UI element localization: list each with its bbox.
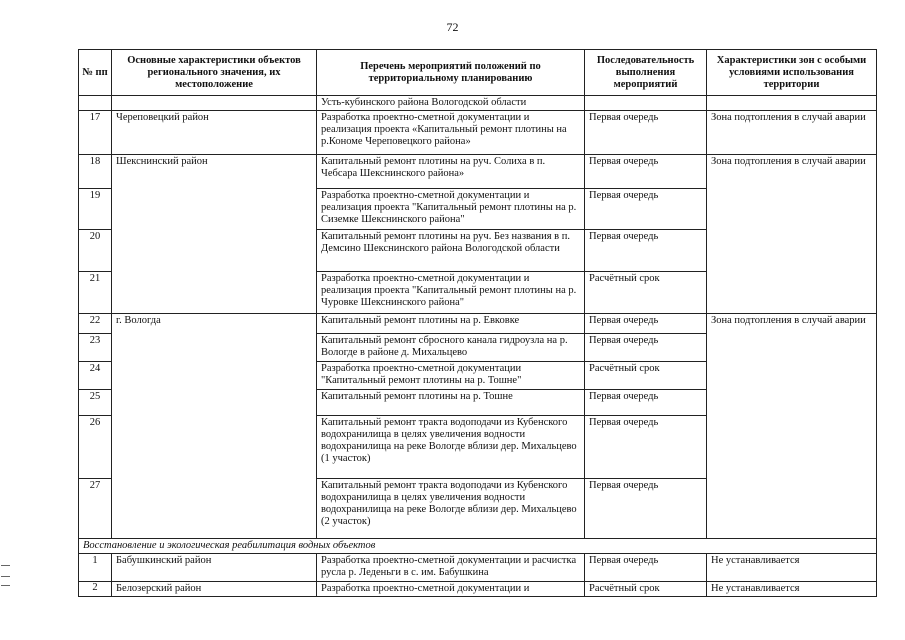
header-sequence: Последовательность выполнения мероприятий [585,50,707,96]
measure-cell: Разработка проектно-сметной документации и реализация проекта "Капитальный ремонт плотины на р. Сиземке Шекснинского района" [317,189,585,230]
sequence-cell: Расчётный срок [585,362,707,390]
table-header-row [79,50,877,96]
territorial-planning-table [78,49,877,597]
header-objects: Основные характеристики объектов регионального значения, их местоположение [112,50,317,96]
sequence-cell: Первая очередь [585,479,707,539]
header-num: № пп [79,50,112,96]
measure-cell: Разработка проектно-сметной документации и расчистка русла р. Леденьги в с. им. Бабушкина [317,554,585,582]
measure-cell: Капитальный ремонт тракта водоподачи из Кубенского водохранилища в целях увеличения водности водохранилища на реке Вологде вблизи дер. Михальцево (2 участок) [317,479,585,539]
table-row [79,554,877,582]
object-cell: Белозерский район [112,582,317,597]
page-number: 72 [446,20,459,34]
measure-cell: Капитальный ремонт плотины на р. Евковке [317,314,585,334]
zone-cell: Не устанавливается [707,582,877,597]
measure-cell: Капитальный ремонт плотины на руч. Солиха в п. Чебсара Шекснинского района» [317,155,585,189]
measure-cell: Капитальный ремонт тракта водоподачи из Кубенского водохранилища в целях увеличения водности водохранилища на реке Вологде вблизи дер. Михальцево (1 участок) [317,416,585,479]
row-num: 22 [79,314,112,334]
object-cell: Бабушкинский район [112,554,317,582]
sequence-cell: Первая очередь [585,390,707,416]
continuation-text: Усть-кубинского района Вологодской области [317,96,585,111]
sequence-cell: Первая очередь [585,189,707,230]
measure-cell: Капитальный ремонт сбросного канала гидроузла на р. Вологде в районе д. Михальцево [317,334,585,362]
table-row [79,111,877,155]
row-num: 1 [79,554,112,582]
sequence-cell: Первая очередь [585,416,707,479]
sequence-cell: Расчётный срок [585,272,707,314]
sequence-cell: Первая очередь [585,155,707,189]
row-num: 25 [79,390,112,416]
sequence-cell: Первая очередь [585,334,707,362]
row-num: 2 [79,582,112,597]
sequence-cell: Первая очередь [585,111,707,155]
object-cell: Череповецкий район [112,111,317,155]
scan-edge-mark [1,565,10,566]
table-row [79,582,877,597]
row-num: 18 [79,155,112,189]
row-num: 24 [79,362,112,390]
section-row [79,539,877,554]
sequence-cell: Первая очередь [585,314,707,334]
zone-cell: Зона подтопления в случай аварии [707,155,877,314]
object-cell: Шекснинский район [112,155,317,314]
object-cell: г. Вологда [112,314,317,539]
measure-cell: Разработка проектно-сметной документации "Капитальный ремонт плотины на р. Тошне" [317,362,585,390]
scan-edge-mark [1,576,10,577]
measure-cell: Разработка проектно-сметной документации и реализация проекта "Капитальный ремонт плотины на р. Чуровке Шекснинского района" [317,272,585,314]
measure-cell: Капитальный ремонт плотины на р. Тошне [317,390,585,416]
zone-cell: Зона подтопления в случай аварии [707,314,877,539]
row-num: 21 [79,272,112,314]
continuation-row [79,96,877,111]
table-row [79,155,877,189]
sequence-cell: Первая очередь [585,554,707,582]
sequence-cell: Расчётный срок [585,582,707,597]
header-measures: Перечень мероприятий положений по территориальному планированию [317,50,585,96]
sequence-cell: Первая очередь [585,230,707,272]
measure-cell: Капитальный ремонт плотины на руч. Без названия в п. Демсино Шекснинского района Вологодской области [317,230,585,272]
measure-cell: Разработка проектно-сметной документации и реализация проекта «Капитальный ремонт плотины на р.Кономе Череповецкого района» [317,111,585,155]
row-num: 17 [79,111,112,155]
row-num: 27 [79,479,112,539]
zone-cell: Не устанавливается [707,554,877,582]
row-num: 23 [79,334,112,362]
row-num: 26 [79,416,112,479]
row-num: 19 [79,189,112,230]
zone-cell: Зона подтопления в случай аварии [707,111,877,155]
section-title: Восстановление и экологическая реабилитация водных объектов [79,539,877,554]
table-row [79,314,877,334]
scan-edge-mark [1,585,10,586]
measure-cell: Разработка проектно-сметной документации и [317,582,585,597]
header-zones: Характеристики зон с особыми условиями использования территории [707,50,877,96]
row-num: 20 [79,230,112,272]
